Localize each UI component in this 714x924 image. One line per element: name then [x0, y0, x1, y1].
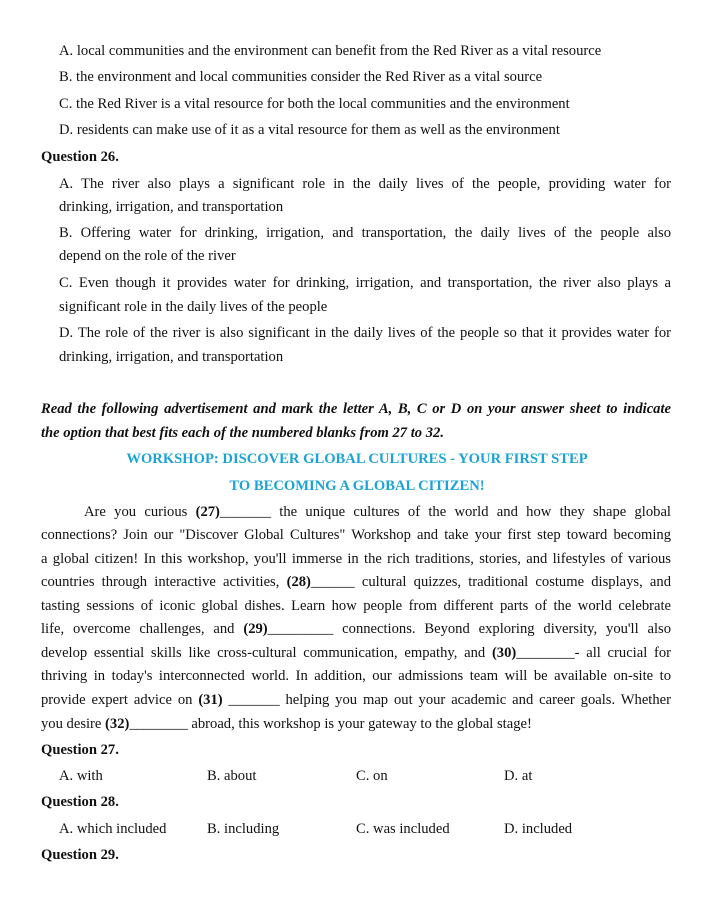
- passage-line7: develop essential skills like cross-cultural communication, empathy, and (30)________- all crucial for: [41, 645, 672, 661]
- q26-option-a-line2: drinking, irrigation, and transportation: [59, 199, 284, 215]
- question-28-label: Question 28.: [41, 794, 119, 810]
- q26-option-c-line2: significant role in the daily lives of the people: [59, 299, 328, 315]
- q28-option-a: A. which included: [59, 821, 167, 837]
- instruction-line1: Read the following advertisement and mark the letter A, B, C or D on your answer sheet to indicate: [41, 401, 671, 417]
- passage-line2: connections? Join our "Discover Global Cultures" Workshop and take your first step toward becoming: [41, 527, 671, 543]
- q28-option-c: C. was included: [356, 821, 450, 837]
- q25-option-b: B. the environment and local communities consider the Red River as a vital source: [59, 69, 543, 85]
- passage-line5: tasting sessions of iconic global dishes. Learn how people from different parts of the world celebrate: [41, 598, 671, 614]
- passage-line9: provide expert advice on (31) _______ helping you map out your academic and career goals. Whether: [41, 692, 671, 708]
- question-26-label: Question 26.: [41, 149, 119, 165]
- workshop-title-line2: TO BECOMING A GLOBAL CITIZEN!: [229, 478, 485, 494]
- q26-option-d-line1: D. The role of the river is also significant in the daily lives of the people so that it provides water for: [59, 325, 671, 341]
- q26-option-b-line1: B. Offering water for drinking, irrigation, and transportation, the daily lives of the people also: [59, 225, 671, 241]
- q27-option-c: C. on: [356, 768, 388, 784]
- q26-option-a-line1: A. The river also plays a significant role in the daily lives of the people, providing water for: [59, 176, 671, 192]
- q25-option-c: C. the Red River is a vital resource for both the local communities and the environment: [59, 96, 570, 112]
- instruction-line2: the option that best fits each of the numbered blanks from 27 to 32.: [41, 425, 444, 441]
- passage-line4: countries through interactive activities, (28)______ cultural quizzes, traditional costume displays, and: [41, 574, 671, 590]
- q27-option-b: B. about: [207, 768, 257, 784]
- q25-option-a: A. local communities and the environment can benefit from the Red River as a vital resource: [59, 43, 602, 59]
- passage-line10: you desire (32)________ abroad, this workshop is your gateway to the global stage!: [41, 716, 532, 732]
- question-29-label: Question 29.: [41, 847, 119, 863]
- q26-option-b-line2: depend on the role of the river: [59, 248, 236, 264]
- q26-option-d-line2: drinking, irrigation, and transportation: [59, 349, 284, 365]
- q26-option-c-line1: C. Even though it provides water for drinking, irrigation, and transportation, the river also plays a: [59, 275, 671, 291]
- question-27-label: Question 27.: [41, 742, 119, 758]
- workshop-title-line1: WORKSHOP: DISCOVER GLOBAL CULTURES - YOUR FIRST STEP: [126, 451, 588, 467]
- passage-line1: Are you curious (27)_______ the unique cultures of the world and how they shape global: [84, 504, 671, 520]
- q25-option-d: D. residents can make use of it as a vital resource for them as well as the environment: [59, 122, 560, 138]
- q28-option-b: B. including: [207, 821, 280, 837]
- passage-line8: thriving in today's interconnected world. In addition, our admissions team will be available on-site to: [41, 668, 671, 684]
- q27-option-a: A. with: [59, 768, 103, 784]
- passage-line6: life, overcome challenges, and (29)_________ connections. Beyond exploring diversity, you'll also: [41, 621, 672, 637]
- q28-option-d: D. included: [504, 821, 573, 837]
- q27-option-d: D. at: [504, 768, 533, 784]
- passage-line3: a global citizen! In this workshop, you'll immerse in the rich traditions, stories, and lifestyles of various: [41, 551, 671, 567]
